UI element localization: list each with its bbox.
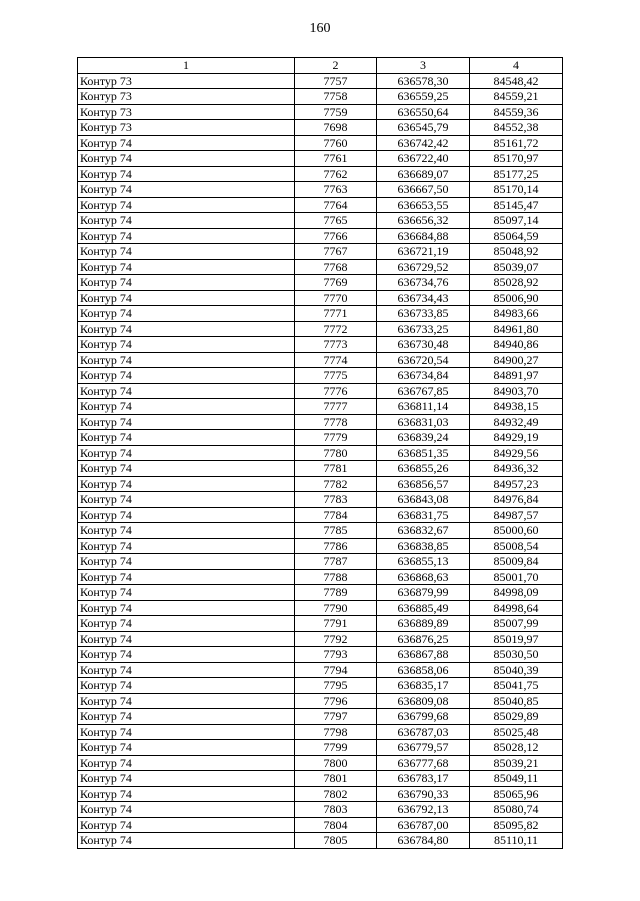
table-row <box>78 507 563 523</box>
x-coordinate-cell: 636720,54 <box>377 352 470 368</box>
y-coordinate-cell: 85080,74 <box>470 802 563 818</box>
y-coordinate-cell: 84559,21 <box>470 89 563 105</box>
point-number-cell: 7767 <box>295 244 377 260</box>
point-number-cell: 7760 <box>295 135 377 151</box>
y-coordinate-cell: 84903,70 <box>470 383 563 399</box>
x-coordinate-cell: 636843,08 <box>377 492 470 508</box>
point-number-cell: 7772 <box>295 321 377 337</box>
point-number-cell: 7803 <box>295 802 377 818</box>
y-coordinate-cell: 85097,14 <box>470 213 563 229</box>
point-number-cell: 7802 <box>295 786 377 802</box>
point-number-cell: 7798 <box>295 724 377 740</box>
contour-name-cell: Контур 74 <box>78 833 295 849</box>
contour-name-cell: Контур 74 <box>78 399 295 415</box>
x-coordinate-cell: 636734,76 <box>377 275 470 291</box>
table-row <box>78 244 563 260</box>
y-coordinate-cell: 85170,97 <box>470 151 563 167</box>
x-coordinate-cell: 636742,42 <box>377 135 470 151</box>
y-coordinate-cell: 85110,11 <box>470 833 563 849</box>
table-row <box>78 569 563 585</box>
x-coordinate-cell: 636792,13 <box>377 802 470 818</box>
x-coordinate-cell: 636578,30 <box>377 73 470 89</box>
x-coordinate-cell: 636734,43 <box>377 290 470 306</box>
contour-name-cell: Контур 74 <box>78 445 295 461</box>
x-coordinate-cell: 636729,52 <box>377 259 470 275</box>
contour-name-cell: Контур 74 <box>78 523 295 539</box>
table-header-row <box>78 58 563 74</box>
point-number-cell: 7765 <box>295 213 377 229</box>
contour-name-cell: Контур 74 <box>78 461 295 477</box>
y-coordinate-cell: 84548,42 <box>470 73 563 89</box>
point-number-cell: 7759 <box>295 104 377 120</box>
column-header-point-number: 2 <box>295 58 377 74</box>
y-coordinate-cell: 85000,60 <box>470 523 563 539</box>
column-header-x-coordinate: 3 <box>377 58 470 74</box>
y-coordinate-cell: 85030,50 <box>470 647 563 663</box>
x-coordinate-cell: 636784,80 <box>377 833 470 849</box>
point-number-cell: 7785 <box>295 523 377 539</box>
x-coordinate-cell: 636839,24 <box>377 430 470 446</box>
table-row <box>78 647 563 663</box>
contour-name-cell: Контур 74 <box>78 306 295 322</box>
contour-name-cell: Контур 74 <box>78 166 295 182</box>
point-number-cell: 7769 <box>295 275 377 291</box>
table-row <box>78 337 563 353</box>
x-coordinate-cell: 636545,79 <box>377 120 470 136</box>
point-number-cell: 7783 <box>295 492 377 508</box>
x-coordinate-cell: 636835,17 <box>377 678 470 694</box>
y-coordinate-cell: 85064,59 <box>470 228 563 244</box>
y-coordinate-cell: 85065,96 <box>470 786 563 802</box>
point-number-cell: 7775 <box>295 368 377 384</box>
table-row <box>78 151 563 167</box>
contour-name-cell: Контур 74 <box>78 259 295 275</box>
point-number-cell: 7797 <box>295 709 377 725</box>
y-coordinate-cell: 85007,99 <box>470 616 563 632</box>
y-coordinate-cell: 85029,89 <box>470 709 563 725</box>
contour-name-cell: Контур 73 <box>78 104 295 120</box>
x-coordinate-cell: 636777,68 <box>377 755 470 771</box>
column-header-y-coordinate: 4 <box>470 58 563 74</box>
y-coordinate-cell: 84976,84 <box>470 492 563 508</box>
y-coordinate-cell: 85025,48 <box>470 724 563 740</box>
point-number-cell: 7782 <box>295 476 377 492</box>
contour-name-cell: Контур 73 <box>78 120 295 136</box>
contour-name-cell: Контур 74 <box>78 554 295 570</box>
contour-name-cell: Контур 74 <box>78 476 295 492</box>
coordinates-table <box>77 57 563 849</box>
x-coordinate-cell: 636867,88 <box>377 647 470 663</box>
table-row <box>78 290 563 306</box>
table-row <box>78 228 563 244</box>
table-row <box>78 802 563 818</box>
x-coordinate-cell: 636787,00 <box>377 817 470 833</box>
table-row <box>78 662 563 678</box>
y-coordinate-cell: 84961,80 <box>470 321 563 337</box>
x-coordinate-cell: 636856,57 <box>377 476 470 492</box>
contour-name-cell: Контур 74 <box>78 352 295 368</box>
table-row <box>78 306 563 322</box>
table-row <box>78 352 563 368</box>
table-row <box>78 383 563 399</box>
x-coordinate-cell: 636885,49 <box>377 600 470 616</box>
x-coordinate-cell: 636831,75 <box>377 507 470 523</box>
contour-name-cell: Контур 74 <box>78 507 295 523</box>
x-coordinate-cell: 636876,25 <box>377 631 470 647</box>
point-number-cell: 7795 <box>295 678 377 694</box>
table-row <box>78 166 563 182</box>
contour-name-cell: Контур 74 <box>78 290 295 306</box>
y-coordinate-cell: 85040,39 <box>470 662 563 678</box>
point-number-cell: 7788 <box>295 569 377 585</box>
contour-name-cell: Контур 74 <box>78 492 295 508</box>
y-coordinate-cell: 85039,21 <box>470 755 563 771</box>
y-coordinate-cell: 84957,23 <box>470 476 563 492</box>
point-number-cell: 7780 <box>295 445 377 461</box>
point-number-cell: 7796 <box>295 693 377 709</box>
contour-name-cell: Контур 74 <box>78 321 295 337</box>
point-number-cell: 7789 <box>295 585 377 601</box>
contour-name-cell: Контур 74 <box>78 135 295 151</box>
table-row <box>78 368 563 384</box>
contour-name-cell: Контур 74 <box>78 802 295 818</box>
table-row <box>78 771 563 787</box>
x-coordinate-cell: 636787,03 <box>377 724 470 740</box>
table-row <box>78 445 563 461</box>
point-number-cell: 7766 <box>295 228 377 244</box>
contour-name-cell: Контур 74 <box>78 151 295 167</box>
contour-name-cell: Контур 74 <box>78 631 295 647</box>
y-coordinate-cell: 84938,15 <box>470 399 563 415</box>
x-coordinate-cell: 636734,84 <box>377 368 470 384</box>
contour-name-cell: Контур 74 <box>78 569 295 585</box>
contour-name-cell: Контур 74 <box>78 414 295 430</box>
point-number-cell: 7800 <box>295 755 377 771</box>
point-number-cell: 7779 <box>295 430 377 446</box>
contour-name-cell: Контур 74 <box>78 275 295 291</box>
point-number-cell: 7777 <box>295 399 377 415</box>
table-row <box>78 213 563 229</box>
y-coordinate-cell: 85028,92 <box>470 275 563 291</box>
y-coordinate-cell: 84552,38 <box>470 120 563 136</box>
point-number-cell: 7787 <box>295 554 377 570</box>
point-number-cell: 7801 <box>295 771 377 787</box>
x-coordinate-cell: 636851,35 <box>377 445 470 461</box>
x-coordinate-cell: 636656,32 <box>377 213 470 229</box>
contour-name-cell: Контур 74 <box>78 817 295 833</box>
y-coordinate-cell: 84987,57 <box>470 507 563 523</box>
point-number-cell: 7781 <box>295 461 377 477</box>
y-coordinate-cell: 85008,54 <box>470 538 563 554</box>
contour-name-cell: Контур 74 <box>78 182 295 198</box>
y-coordinate-cell: 85019,97 <box>470 631 563 647</box>
point-number-cell: 7799 <box>295 740 377 756</box>
contour-name-cell: Контур 74 <box>78 755 295 771</box>
point-number-cell: 7757 <box>295 73 377 89</box>
point-number-cell: 7794 <box>295 662 377 678</box>
x-coordinate-cell: 636733,25 <box>377 321 470 337</box>
y-coordinate-cell: 85040,85 <box>470 693 563 709</box>
y-coordinate-cell: 84900,27 <box>470 352 563 368</box>
y-coordinate-cell: 84929,19 <box>470 430 563 446</box>
y-coordinate-cell: 84998,64 <box>470 600 563 616</box>
point-number-cell: 7776 <box>295 383 377 399</box>
table-row <box>78 740 563 756</box>
y-coordinate-cell: 85177,25 <box>470 166 563 182</box>
x-coordinate-cell: 636855,13 <box>377 554 470 570</box>
table-row <box>78 414 563 430</box>
table-row <box>78 523 563 539</box>
column-header-contour: 1 <box>78 58 295 74</box>
y-coordinate-cell: 84559,36 <box>470 104 563 120</box>
x-coordinate-cell: 636767,85 <box>377 383 470 399</box>
point-number-cell: 7790 <box>295 600 377 616</box>
table-row <box>78 135 563 151</box>
contour-name-cell: Контур 74 <box>78 771 295 787</box>
point-number-cell: 7763 <box>295 182 377 198</box>
contour-name-cell: Контур 74 <box>78 662 295 678</box>
contour-name-cell: Контур 74 <box>78 430 295 446</box>
table-row <box>78 399 563 415</box>
y-coordinate-cell: 84998,09 <box>470 585 563 601</box>
x-coordinate-cell: 636559,25 <box>377 89 470 105</box>
contour-name-cell: Контур 74 <box>78 709 295 725</box>
y-coordinate-cell: 84983,66 <box>470 306 563 322</box>
contour-name-cell: Контур 73 <box>78 89 295 105</box>
x-coordinate-cell: 636721,19 <box>377 244 470 260</box>
y-coordinate-cell: 85039,07 <box>470 259 563 275</box>
table-row <box>78 275 563 291</box>
y-coordinate-cell: 84940,86 <box>470 337 563 353</box>
contour-name-cell: Контур 74 <box>78 647 295 663</box>
x-coordinate-cell: 636811,14 <box>377 399 470 415</box>
contour-name-cell: Контур 74 <box>78 678 295 694</box>
table-row <box>78 817 563 833</box>
x-coordinate-cell: 636838,85 <box>377 538 470 554</box>
y-coordinate-cell: 85145,47 <box>470 197 563 213</box>
y-coordinate-cell: 84936,32 <box>470 461 563 477</box>
table-row <box>78 321 563 337</box>
y-coordinate-cell: 85170,14 <box>470 182 563 198</box>
table-row <box>78 833 563 849</box>
table-row <box>78 104 563 120</box>
table-row <box>78 786 563 802</box>
x-coordinate-cell: 636684,88 <box>377 228 470 244</box>
table-row <box>78 476 563 492</box>
y-coordinate-cell: 85001,70 <box>470 569 563 585</box>
contour-name-cell: Контур 74 <box>78 197 295 213</box>
table-row <box>78 197 563 213</box>
contour-name-cell: Контур 73 <box>78 73 295 89</box>
point-number-cell: 7770 <box>295 290 377 306</box>
y-coordinate-cell: 85161,72 <box>470 135 563 151</box>
contour-name-cell: Контур 74 <box>78 724 295 740</box>
x-coordinate-cell: 636799,68 <box>377 709 470 725</box>
table-row <box>78 678 563 694</box>
point-number-cell: 7768 <box>295 259 377 275</box>
table-row <box>78 554 563 570</box>
point-number-cell: 7698 <box>295 120 377 136</box>
x-coordinate-cell: 636868,63 <box>377 569 470 585</box>
contour-name-cell: Контур 74 <box>78 244 295 260</box>
table-body <box>78 73 563 848</box>
contour-name-cell: Контур 74 <box>78 786 295 802</box>
point-number-cell: 7786 <box>295 538 377 554</box>
table-row <box>78 709 563 725</box>
table-row <box>78 259 563 275</box>
point-number-cell: 7774 <box>295 352 377 368</box>
x-coordinate-cell: 636667,50 <box>377 182 470 198</box>
table-row <box>78 73 563 89</box>
x-coordinate-cell: 636550,64 <box>377 104 470 120</box>
y-coordinate-cell: 84929,56 <box>470 445 563 461</box>
y-coordinate-cell: 85049,11 <box>470 771 563 787</box>
point-number-cell: 7791 <box>295 616 377 632</box>
contour-name-cell: Контур 74 <box>78 228 295 244</box>
contour-name-cell: Контур 74 <box>78 585 295 601</box>
point-number-cell: 7804 <box>295 817 377 833</box>
page-number: 160 <box>309 21 331 36</box>
point-number-cell: 7761 <box>295 151 377 167</box>
x-coordinate-cell: 636779,57 <box>377 740 470 756</box>
x-coordinate-cell: 636733,85 <box>377 306 470 322</box>
table-row <box>78 492 563 508</box>
table-row <box>78 755 563 771</box>
y-coordinate-cell: 85041,75 <box>470 678 563 694</box>
x-coordinate-cell: 636809,08 <box>377 693 470 709</box>
table-row <box>78 89 563 105</box>
point-number-cell: 7805 <box>295 833 377 849</box>
x-coordinate-cell: 636832,67 <box>377 523 470 539</box>
table-row <box>78 600 563 616</box>
x-coordinate-cell: 636689,07 <box>377 166 470 182</box>
x-coordinate-cell: 636783,17 <box>377 771 470 787</box>
y-coordinate-cell: 84932,49 <box>470 414 563 430</box>
contour-name-cell: Контур 74 <box>78 383 295 399</box>
table-row <box>78 724 563 740</box>
x-coordinate-cell: 636653,55 <box>377 197 470 213</box>
contour-name-cell: Контур 74 <box>78 538 295 554</box>
point-number-cell: 7762 <box>295 166 377 182</box>
point-number-cell: 7784 <box>295 507 377 523</box>
x-coordinate-cell: 636730,48 <box>377 337 470 353</box>
y-coordinate-cell: 85028,12 <box>470 740 563 756</box>
point-number-cell: 7793 <box>295 647 377 663</box>
contour-name-cell: Контур 74 <box>78 337 295 353</box>
table-row <box>78 538 563 554</box>
point-number-cell: 7778 <box>295 414 377 430</box>
contour-name-cell: Контур 74 <box>78 616 295 632</box>
contour-name-cell: Контур 74 <box>78 740 295 756</box>
table-row <box>78 430 563 446</box>
table-row <box>78 182 563 198</box>
y-coordinate-cell: 84891,97 <box>470 368 563 384</box>
y-coordinate-cell: 85006,90 <box>470 290 563 306</box>
x-coordinate-cell: 636831,03 <box>377 414 470 430</box>
table-row <box>78 631 563 647</box>
table-row <box>78 120 563 136</box>
point-number-cell: 7771 <box>295 306 377 322</box>
x-coordinate-cell: 636855,26 <box>377 461 470 477</box>
point-number-cell: 7792 <box>295 631 377 647</box>
x-coordinate-cell: 636722,40 <box>377 151 470 167</box>
point-number-cell: 7764 <box>295 197 377 213</box>
point-number-cell: 7758 <box>295 89 377 105</box>
table-row <box>78 585 563 601</box>
contour-name-cell: Контур 74 <box>78 368 295 384</box>
table-row <box>78 461 563 477</box>
table-row <box>78 693 563 709</box>
table-row <box>78 616 563 632</box>
contour-name-cell: Контур 74 <box>78 600 295 616</box>
point-number-cell: 7773 <box>295 337 377 353</box>
x-coordinate-cell: 636889,89 <box>377 616 470 632</box>
y-coordinate-cell: 85048,92 <box>470 244 563 260</box>
contour-name-cell: Контур 74 <box>78 213 295 229</box>
x-coordinate-cell: 636879,99 <box>377 585 470 601</box>
y-coordinate-cell: 85095,82 <box>470 817 563 833</box>
x-coordinate-cell: 636790,33 <box>377 786 470 802</box>
x-coordinate-cell: 636858,06 <box>377 662 470 678</box>
contour-name-cell: Контур 74 <box>78 693 295 709</box>
y-coordinate-cell: 85009,84 <box>470 554 563 570</box>
